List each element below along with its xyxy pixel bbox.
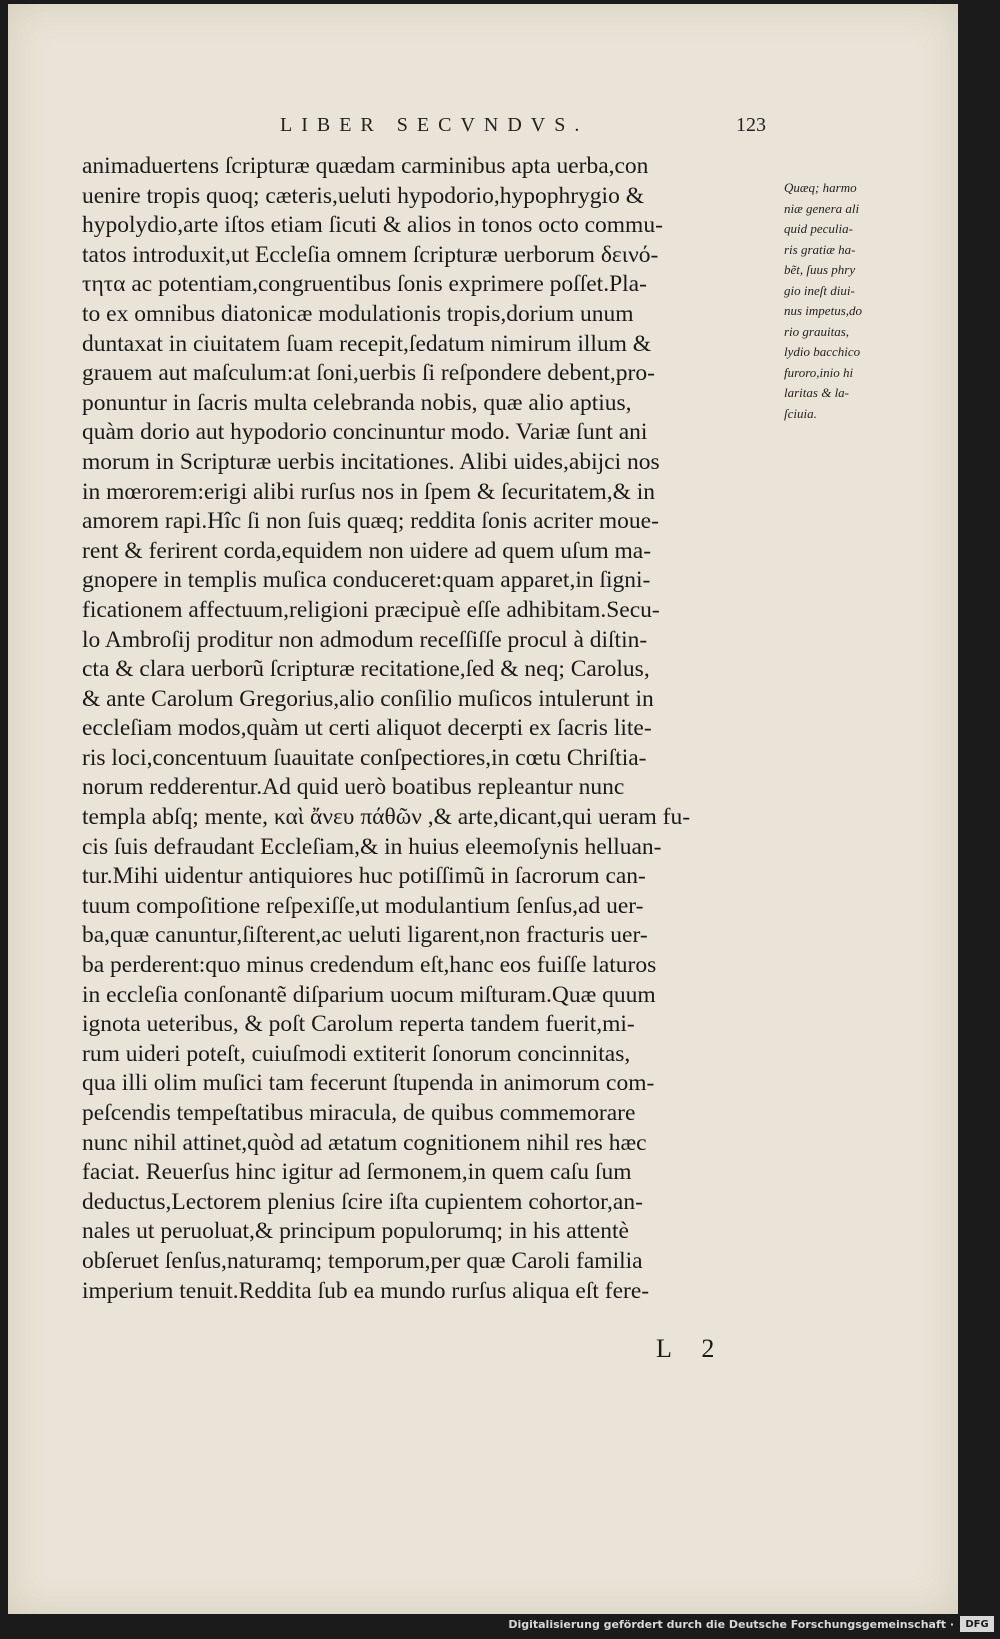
text-line: animaduertens ſcripturæ quædam carminibus apta uerba,con <box>82 153 649 179</box>
text-line: hypolydio,arte iſtos etiam ſicuti & alios in tonos octo commu- <box>82 212 663 239</box>
dfg-footer <box>508 1611 994 1637</box>
text-line: ba perderent:quo minus credendum eſt,hanc eos fuiſſe laturos <box>82 952 657 979</box>
text-line: imperium tenuit.Reddita ſub ea mundo rurſus aliqua eſt fere- <box>82 1277 650 1304</box>
text-line: obſeruet ſenſus,naturamq; temporum,per quæ Caroli familia <box>82 1247 643 1274</box>
text-line: tuum compoſitione reſpexiſſe,ut modulantium ſenſus,ad uer- <box>82 892 644 919</box>
text-line: rum uideri poteſt, cuiuſmodi extiterit ſonorum concinnitas, <box>82 1040 631 1067</box>
folio-number: 123 <box>736 114 766 136</box>
dfg-credit-text: Digitalisierung gefördert durch die Deutsche Forschungsgemeinschaft · <box>508 1617 954 1631</box>
text-line: ris loci,concentuum ſuauitate conſpectiores,in cœtu Chriſtia- <box>82 744 647 771</box>
marginal-note-line: rio grauitas, <box>784 323 850 339</box>
text-line: lo Ambroſij proditur non admodum receſſiſſe procul à diſtin- <box>82 626 648 653</box>
text-line: cis ſuis defraudant Eccleſiam,& in huius eleemoſynis helluan- <box>82 833 662 860</box>
marginal-note-line: laritas & la- <box>784 385 850 400</box>
text-line: eccleſiam modos,quàm ut certi aliquot decerpti ex ſacris lite- <box>82 715 652 742</box>
marginal-note-line: ris gratiæ ha- <box>784 241 856 257</box>
book-page <box>8 4 958 1614</box>
text-line: deductus,Lectorem plenius ſcire iſta cupientem cohortor,an- <box>82 1188 643 1215</box>
marginal-note <box>784 178 906 424</box>
text-line: quàm dorio aut hypodorio concinuntur modo. Variæ ſunt ani <box>82 419 648 446</box>
text-line: rent & ferirent corda,equidem non uidere ad quem uſum ma- <box>82 537 652 564</box>
text-line: in eccleſia conſonantẽ diſparium uocum miſturam.Quæ quum <box>82 981 656 1008</box>
text-line: ponuntur in ſacris multa celebranda nobis, quæ alio aptius, <box>82 389 632 416</box>
dfg-logo-icon: DFG <box>960 1616 994 1632</box>
text-line: grauem aut maſculum:at ſoni,uerbis ſi reſpondere debent,pro- <box>82 360 655 387</box>
text-line: norum redderentur.Ad quid uerò boatibus repleantur nunc <box>82 774 625 801</box>
text-line: uenire tropis quoq; cæteris,ueluti hypodorio,hypophrygio & <box>82 182 644 209</box>
text-line: tatos introduxit,ut Eccleſia omnem ſcripturæ uerborum δεινό- <box>82 241 659 268</box>
text-line: gnopere in templis muſica conduceret:quam apparet,in ſigni- <box>82 567 651 594</box>
marginal-note-line: Quæq; harmo <box>784 180 857 195</box>
text-line: templa abſq; mente, καὶ ἄνευ πάθῶν ,& arte,dicant,qui ueram fu- <box>82 804 691 831</box>
text-line: qua illi olim muſici tam fecerunt ſtupenda in animorum com- <box>82 1070 655 1097</box>
body-text <box>82 152 782 1306</box>
marginal-note-line: bẽt, ſuus phry <box>784 262 856 277</box>
text-line: ignota ueteribus, & poſt Carolum reperta tandem fuerit,mi- <box>82 1011 635 1038</box>
marginal-note-line: lydio bacchico <box>784 344 861 359</box>
text-line: ficationem affectuum,religioni præcipuè eſſe adhibitam.Secu- <box>82 596 660 623</box>
text-line: & ante Carolum Gregorius,alio conſilio muſicos intulerunt in <box>82 685 654 712</box>
marginal-note-line: nus impetus,do <box>784 303 862 318</box>
text-line: to ex omnibus diatonicæ modulationis tropis,dorium unum <box>82 300 634 327</box>
text-line: morum in Scripturæ uerbis incitationes. Alibi uides,abijci nos <box>82 448 660 475</box>
marginal-note-line: gio ineſt diui- <box>784 282 855 298</box>
text-line: amorem rapi.Hîc ſi non ſuis quæq; reddita ſonis acriter moue- <box>82 508 659 535</box>
text-line: tur.Mihi uidentur antiquiores huc potiſſimũ in ſacrorum can- <box>82 863 646 890</box>
marginal-note-line: ſciuia. <box>784 405 817 421</box>
text-line: nunc nihil attinet,quòd ad ætatum cognitionem nihil res hæc <box>82 1129 647 1156</box>
text-line: cta & clara uerborũ ſcripturæ recitatione,ſed & neq; Carolus, <box>82 656 650 683</box>
marginal-note-line: quid peculia- <box>784 221 853 236</box>
marginal-note-line: furoro,inio hi <box>784 364 854 380</box>
text-line: ba,quæ canuntur,ſiſterent,ac ueluti ligarent,non fracturis uer- <box>82 922 648 949</box>
text-line: duntaxat in ciuitatem ſuam recepit,ſedatum nimirum illum & <box>82 330 652 357</box>
signature-mark: L 2 <box>656 1334 727 1363</box>
marginal-note-line: niæ genera ali <box>784 200 860 216</box>
text-line: peſcendis tempeſtatibus miracula, de quibus commemorare <box>82 1100 636 1126</box>
running-head: LIBER SECVNDVS. <box>280 114 589 136</box>
text-line: τητα ac potentiam,congruentibus ſonis exprimere poſſet.Pla- <box>82 271 647 298</box>
text-line: nales ut peruoluat,& principum populorumq; in his attentè <box>82 1218 629 1245</box>
text-line: in mœrorem:erigi alibi rurſus nos in ſpem & ſecuritatem,& in <box>82 478 656 505</box>
text-line: faciat. Reuerſus hinc igitur ad ſermonem,in quem caſu ſum <box>82 1159 632 1186</box>
